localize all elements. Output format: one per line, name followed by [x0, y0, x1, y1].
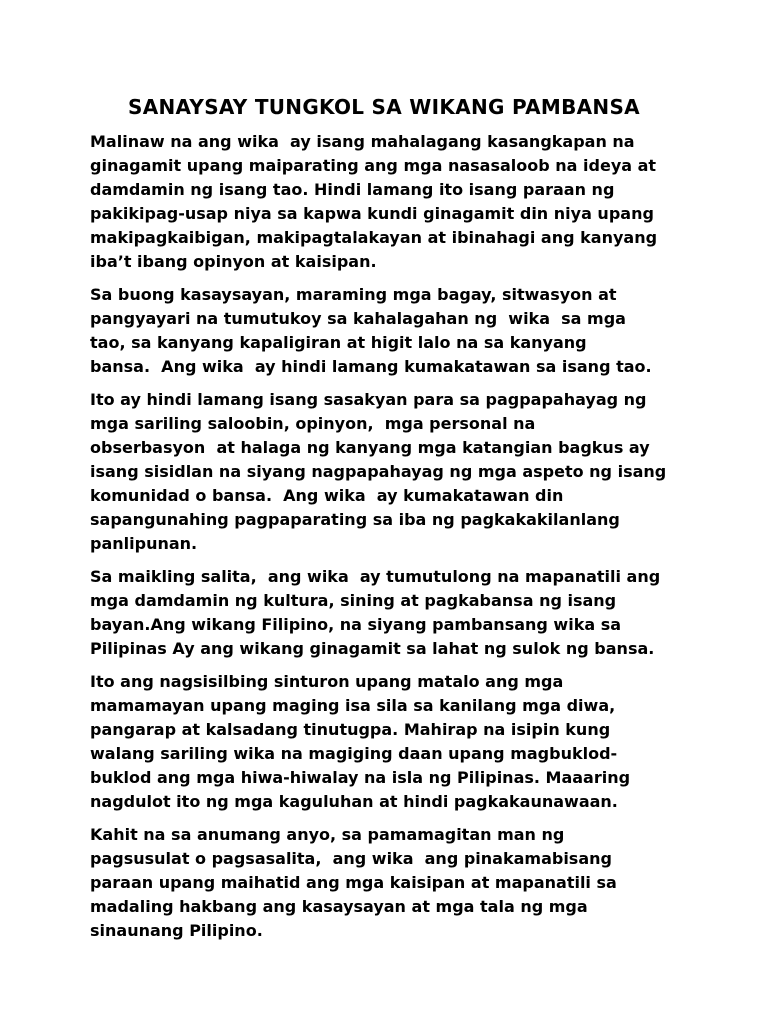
- text-line: sapangunahing pagpaparating sa iba ng pagkakakilanlang: [90, 510, 620, 529]
- text-line: mamamayan upang maging isa sila sa kanilang mga diwa,: [90, 696, 616, 715]
- text-line: madaling hakbang ang kasaysayan at mga tala ng mga: [90, 897, 588, 916]
- text-line: bayan.Ang wikang Filipino, na siyang pambansang wika sa: [90, 615, 622, 634]
- text-line: walang sariling wika na magiging daan upang magbuklod-: [90, 744, 618, 763]
- paragraph-6: [90, 823, 690, 943]
- text-line: mga damdamin ng kultura, sining at pagkabansa ng isang: [90, 591, 617, 610]
- text-line: obserbasyon at halaga ng kanyang mga katangian bagkus ay: [90, 438, 650, 457]
- text-line: damdamin ng isang tao. Hindi lamang ito isang paraan ng: [90, 180, 615, 199]
- text-line: pangyayari na tumutukoy sa kahalagahan ng wika sa mga: [90, 309, 626, 328]
- text-line: buklod ang mga hiwa-hiwalay na isla ng Pilipinas. Maaaring: [90, 768, 631, 787]
- text-line: makipagkaibigan, makipagtalakayan at ibinahagi ang kanyang: [90, 228, 658, 247]
- text-line: bansa. Ang wika ay hindi lamang kumakatawan sa isang tao.: [90, 357, 652, 376]
- text-line: nagdulot ito ng mga kaguluhan at hindi pagkakaunawaan.: [90, 792, 618, 811]
- text-line: mga sariling saloobin, opinyon, mga personal na: [90, 414, 536, 433]
- text-line: Sa maikling salita, ang wika ay tumutulong na mapanatili ang: [90, 567, 661, 586]
- text-line: sinaunang Pilipino.: [90, 921, 263, 940]
- text-line: isang sisidlan na siyang nagpapahayag ng mga aspeto ng isang: [90, 462, 667, 481]
- paragraph-1: [90, 130, 690, 274]
- text-line: pangarap at kalsadang tinutugpa. Mahirap na isipin kung: [90, 720, 611, 739]
- text-line: panlipunan.: [90, 534, 198, 553]
- document-body: [90, 130, 690, 952]
- text-line: Ito ang nagsisilbing sinturon upang matalo ang mga: [90, 672, 564, 691]
- text-line: pagsusulat o pagsasalita, ang wika ang pinakamabisang: [90, 849, 612, 868]
- paragraph-3: [90, 388, 690, 556]
- document-title: SANAYSAY TUNGKOL SA WIKANG PAMBANSA: [128, 95, 640, 119]
- text-line: Sa buong kasaysayan, maraming mga bagay, sitwasyon at: [90, 285, 617, 304]
- paragraph-5: [90, 670, 690, 814]
- text-line: Pilipinas Ay ang wikang ginagamit sa lahat ng sulok ng bansa.: [90, 639, 655, 658]
- text-line: paraan upang maihatid ang mga kaisipan at mapanatili sa: [90, 873, 617, 892]
- text-line: iba’t ibang opinyon at kaisipan.: [90, 252, 377, 271]
- text-line: Ito ay hindi lamang isang sasakyan para sa pagpapahayag ng: [90, 390, 647, 409]
- paragraph-2: [90, 283, 690, 379]
- text-line: komunidad o bansa. Ang wika ay kumakatawan din: [90, 486, 564, 505]
- text-line: tao, sa kanyang kapaligiran at higit lalo na sa kanyang: [90, 333, 587, 352]
- text-line: ginagamit upang maiparating ang mga nasasaloob na ideya at: [90, 156, 657, 175]
- paragraph-4: [90, 565, 690, 661]
- text-line: Kahit na sa anumang anyo, sa pamamagitan man ng: [90, 825, 565, 844]
- text-line: Malinaw na ang wika ay isang mahalagang kasangkapan na: [90, 132, 635, 151]
- text-line: pakikipag-usap niya sa kapwa kundi ginagamit din niya upang: [90, 204, 654, 223]
